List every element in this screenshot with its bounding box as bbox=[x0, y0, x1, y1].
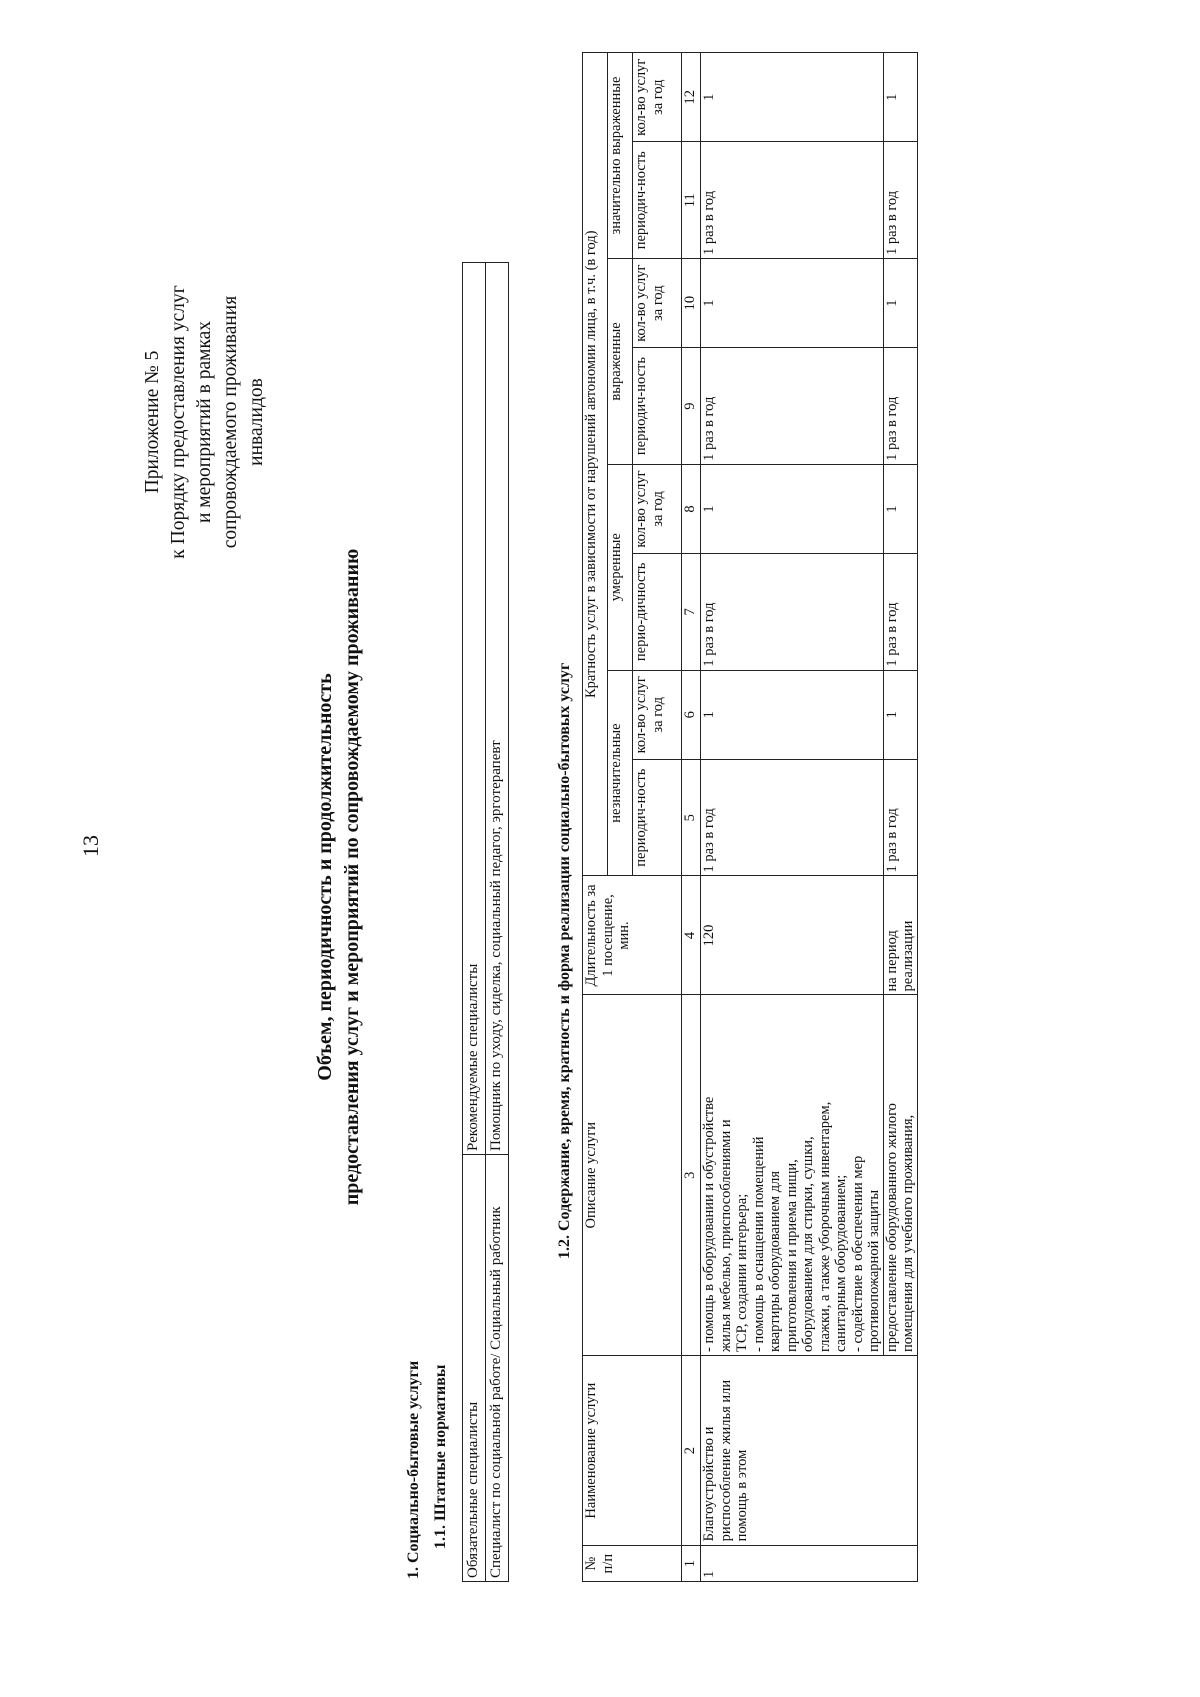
count-cell: 1 bbox=[883, 464, 917, 553]
description-line: оборудованием для стирки, сушки, bbox=[800, 1136, 816, 1352]
appendix-line: и мероприятий в рамках bbox=[194, 320, 215, 524]
column-number-cell: 12 bbox=[682, 53, 701, 142]
header-cell: Кратность услуг в зависимости от нарушений автономии лица, в т.ч. (в год) bbox=[583, 53, 608, 876]
description-line: квартиры оборудованием для bbox=[767, 1171, 783, 1352]
column-number-cell: 3 bbox=[682, 995, 701, 1356]
column-number-cell: 5 bbox=[682, 759, 701, 876]
description-line: ТСР, создании интерьера; bbox=[734, 1193, 750, 1352]
subsection-heading: 1.1. Штатные нормативы bbox=[432, 1364, 449, 1549]
column-number-cell: 1 bbox=[682, 1546, 701, 1582]
header-cell: умеренные bbox=[608, 464, 633, 670]
subsection-heading: 1.2. Содержание, время, кратность и форма реализации социально-бытовых услуг bbox=[556, 662, 573, 1259]
row-number-cell: 1 bbox=[701, 1546, 918, 1582]
title-line: Объем, периодичность и продолжительность bbox=[314, 673, 336, 1081]
title-line: предоставления услуг и мероприятий по сопровождаемому проживанию bbox=[341, 548, 363, 1206]
duration-cell: на период реализации bbox=[883, 876, 917, 995]
table-row bbox=[463, 263, 486, 1582]
count-cell: 1 bbox=[883, 259, 917, 348]
description-line: - помощь в оснащении помещений bbox=[750, 1136, 767, 1352]
appendix-line: к Порядку предоставления услуг bbox=[168, 285, 189, 559]
header-cell: кол-во услуг за год bbox=[633, 259, 682, 348]
header-cell: значительно выраженные bbox=[608, 53, 633, 259]
appendix-line: инвалидов bbox=[246, 378, 267, 466]
header-cell: № п/п bbox=[583, 1546, 682, 1582]
header-cell: периодич-ность bbox=[633, 759, 682, 876]
column-number-cell: 10 bbox=[682, 259, 701, 348]
periodicity-cell: 1 раз в год bbox=[883, 348, 917, 465]
header-cell: кол-во услуг за год bbox=[633, 464, 682, 553]
page-number: 13 bbox=[78, 835, 103, 857]
column-number-cell: 11 bbox=[682, 142, 701, 259]
header-cell: перио-дичность bbox=[633, 554, 682, 671]
header-cell: Длительность за 1 посещение, мин. bbox=[583, 876, 682, 995]
description-line: - помощь в оборудовании и обустройстве bbox=[701, 1096, 717, 1352]
header-cell: выраженные bbox=[608, 259, 633, 465]
table-row bbox=[701, 53, 884, 1582]
header-cell: незначительные bbox=[608, 670, 633, 876]
section-heading: 1. Социально-бытовые услуги bbox=[405, 1360, 422, 1579]
service-name-cell: Благоустройство и риспособление жилья или помощь в этом bbox=[701, 1355, 918, 1545]
header-cell: кол-во услуг за год bbox=[633, 53, 682, 142]
description-line: санитарным оборудованием; bbox=[833, 1174, 849, 1352]
periodicity-cell: 1 раз в год bbox=[701, 759, 884, 876]
description-line: - содействие в обеспечении мер bbox=[849, 1155, 866, 1352]
description-line: глажки, а также уборочным инвентарем, bbox=[816, 1101, 833, 1352]
header-cell: периодич-ность bbox=[633, 142, 682, 259]
header-cell: Описание услуги bbox=[583, 995, 682, 1356]
header-cell: кол-во услуг за год bbox=[633, 670, 682, 759]
column-number-row bbox=[682, 53, 701, 1582]
column-number-cell: 7 bbox=[682, 554, 701, 671]
appendix-line: сопровождаемого проживания bbox=[220, 295, 241, 549]
description-line: противопожарной защиты bbox=[866, 1189, 882, 1352]
header-cell: периодич-ность bbox=[633, 348, 682, 465]
column-number-cell: 4 bbox=[682, 876, 701, 995]
periodicity-cell: 1 раз в год bbox=[701, 142, 884, 259]
document-title bbox=[312, 377, 366, 1377]
count-cell: 1 bbox=[883, 670, 917, 759]
count-cell: 1 bbox=[701, 259, 884, 348]
periodicity-cell: 1 раз в год bbox=[701, 348, 884, 465]
table-cell: Помощник по уходу, сиделка, социальный педагог, эрготерапевт bbox=[486, 263, 509, 1155]
table-header-row bbox=[583, 53, 608, 1582]
periodicity-cell: 1 раз в год bbox=[883, 554, 917, 671]
service-description-cell bbox=[701, 995, 884, 1356]
column-number-cell: 9 bbox=[682, 348, 701, 465]
table-cell: Обязательные специалисты bbox=[463, 1155, 486, 1582]
staff-norms-table bbox=[462, 262, 509, 1582]
description-line: предоставление оборудованного жилого bbox=[883, 1103, 900, 1352]
count-cell: 1 bbox=[883, 53, 917, 142]
periodicity-cell: 1 раз в год bbox=[701, 554, 884, 671]
periodicity-cell: 1 раз в год bbox=[883, 142, 917, 259]
description-line: жилья мебелью, приспособлениями и bbox=[717, 1119, 734, 1352]
table-cell: Рекомендуемые специалисты bbox=[463, 263, 486, 1155]
appendix-note bbox=[140, 227, 270, 617]
description-line: приготовления и приема пищи, bbox=[783, 1159, 800, 1352]
description-line: помещения для учебного проживания, bbox=[900, 1114, 916, 1352]
count-cell: 1 bbox=[701, 53, 884, 142]
table-row bbox=[883, 53, 917, 1582]
column-number-cell: 8 bbox=[682, 464, 701, 553]
duration-cell: 120 bbox=[701, 876, 884, 995]
table-cell: Специалист по социальной работе/ Социальный работник bbox=[486, 1155, 509, 1582]
periodicity-cell: 1 раз в год bbox=[883, 759, 917, 876]
count-cell: 1 bbox=[701, 464, 884, 553]
services-table bbox=[582, 52, 918, 1582]
appendix-line: Приложение № 5 bbox=[142, 350, 163, 494]
column-number-cell: 2 bbox=[682, 1355, 701, 1545]
column-number-cell: 6 bbox=[682, 670, 701, 759]
header-cell: Наименование услуги bbox=[583, 1355, 682, 1545]
service-description-cell bbox=[883, 995, 917, 1356]
table-row bbox=[486, 263, 509, 1582]
count-cell: 1 bbox=[701, 670, 884, 759]
